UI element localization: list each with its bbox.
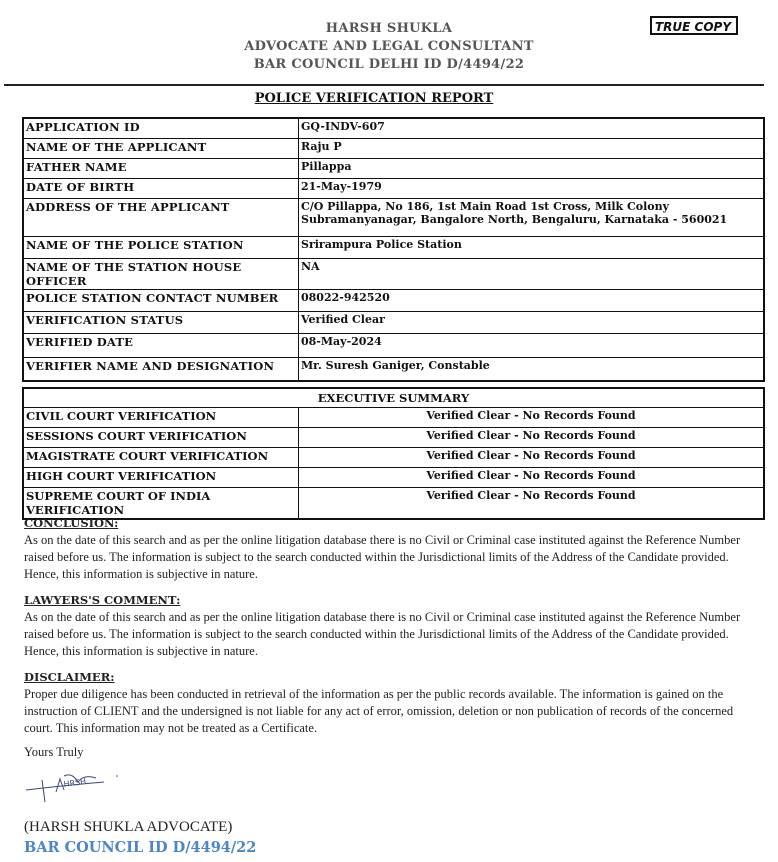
info-row <box>23 258 764 289</box>
info-value: 08-May-2024 <box>299 333 765 357</box>
info-value: GQ-INDV-607 <box>299 118 765 138</box>
lawyers-comment-text: As on the date of this search and as per the online litigation database there is no Civil or Criminal case instituted against the Reference Number raised before us. The information is subject to the search conducted within the Jurisdictional limits of the Address of the Candidate provided. Hence, this information is subjective in nature. <box>24 610 741 658</box>
info-value: Mr. Suresh Ganiger, Constable <box>299 357 765 381</box>
summary-row <box>23 448 764 468</box>
applicant-info-table <box>22 117 765 382</box>
advocate-role: ADVOCATE AND LEGAL CONSULTANT <box>244 39 534 54</box>
signature-scrawl: HRSH <box>63 776 87 789</box>
info-row <box>23 158 764 178</box>
info-value: 08022-942520 <box>299 289 765 311</box>
summary-row <box>23 428 764 448</box>
info-value: C/O Pillappa, No 186, 1st Main Road 1st Cross, Milk Colony Subramanyanagar, Bangalore North, Bengaluru, Karnataka - 560021 <box>299 198 765 236</box>
summary-label: SESSIONS COURT VERIFICATION <box>23 428 299 448</box>
advocate-name-heading: HARSH SHUKLA <box>325 21 453 36</box>
advocate-signoff-name: (HARSH SHUKLA ADVOCATE) <box>24 819 233 835</box>
summary-label: MAGISTRATE COURT VERIFICATION <box>23 448 299 468</box>
info-label: NAME OF THE POLICE STATION <box>23 236 299 258</box>
info-value: NA <box>299 258 765 289</box>
info-row <box>23 311 764 333</box>
info-row <box>23 236 764 258</box>
lawyers-comment-heading: LAWYERS'S COMMENT: <box>24 593 181 607</box>
conclusion-section <box>24 515 754 583</box>
disclaimer-section <box>24 669 754 737</box>
conclusion-text: As on the date of this search and as per the online litigation database there is no Civil or Criminal case instituted against the Reference Number raised before us. The information is subject to the search conducted within the Jurisdictional limits of the Address of the Candidate provided. Hence, this information is subjective in nature. <box>24 533 741 581</box>
info-value: 21-May-1979 <box>299 178 765 198</box>
summary-value: Verified Clear - No Records Found <box>299 468 765 488</box>
info-value: Srirampura Police Station <box>299 236 765 258</box>
disclaimer-heading: DISCLAIMER: <box>24 670 115 684</box>
summary-value: Verified Clear - No Records Found <box>299 408 765 428</box>
info-value: Verified Clear <box>299 311 765 333</box>
summary-value: Verified Clear - No Records Found <box>299 428 765 448</box>
bar-council-heading: BAR COUNCIL DELHI ID D/4494/22 <box>253 57 525 72</box>
executive-summary-title: EXECUTIVE SUMMARY <box>23 388 764 408</box>
true-copy-stamp: TRUE COPY <box>650 16 738 35</box>
summary-label: HIGH COURT VERIFICATION <box>23 468 299 488</box>
report-title: POLICE VERIFICATION REPORT <box>254 91 494 106</box>
info-label: POLICE STATION CONTACT NUMBER <box>23 289 299 311</box>
info-label: DATE OF BIRTH <box>23 178 299 198</box>
summary-label: SUPREME COURT OF INDIA VERIFICATION <box>23 488 299 520</box>
info-label: VERIFIED DATE <box>23 333 299 357</box>
info-label: ADDRESS OF THE APPLICANT <box>23 198 299 236</box>
info-label: NAME OF THE APPLICANT <box>23 138 299 158</box>
info-label: APPLICATION ID <box>23 118 299 138</box>
summary-value: Verified Clear - No Records Found <box>299 448 765 468</box>
info-row <box>23 198 764 236</box>
info-row <box>23 333 764 357</box>
bar-council-id: BAR COUNCIL ID D/4494/22 <box>24 839 257 856</box>
executive-summary-table <box>22 387 765 520</box>
info-label: VERIFIER NAME AND DESIGNATION <box>23 357 299 381</box>
summary-label: CIVIL COURT VERIFICATION <box>23 408 299 428</box>
info-row <box>23 118 764 138</box>
closing-text: Yours Truly <box>24 745 84 759</box>
info-value: Pillappa <box>299 158 765 178</box>
summary-value: Verified Clear - No Records Found <box>299 488 765 520</box>
info-row <box>23 289 764 311</box>
info-row <box>23 357 764 381</box>
info-row <box>23 138 764 158</box>
info-row <box>23 178 764 198</box>
info-value: Raju P <box>299 138 765 158</box>
info-label: FATHER NAME <box>23 158 299 178</box>
header-divider <box>4 84 764 86</box>
disclaimer-text: Proper due diligence has been conducted in retrieval of the information as per the public records available. The information is gained on the instruction of CLIENT and the undersigned is not liable for any act of error, omission, deletion or non publication of records of the concerned court. This information may not be treated as a Certificate. <box>24 687 734 735</box>
conclusion-heading: CONCLUSION: <box>24 516 119 530</box>
signature <box>22 768 132 808</box>
info-label: NAME OF THE STATION HOUSE OFFICER <box>23 258 299 289</box>
summary-row <box>23 408 764 428</box>
summary-row <box>23 468 764 488</box>
info-label: VERIFICATION STATUS <box>23 311 299 333</box>
lawyers-comment-section <box>24 592 754 660</box>
